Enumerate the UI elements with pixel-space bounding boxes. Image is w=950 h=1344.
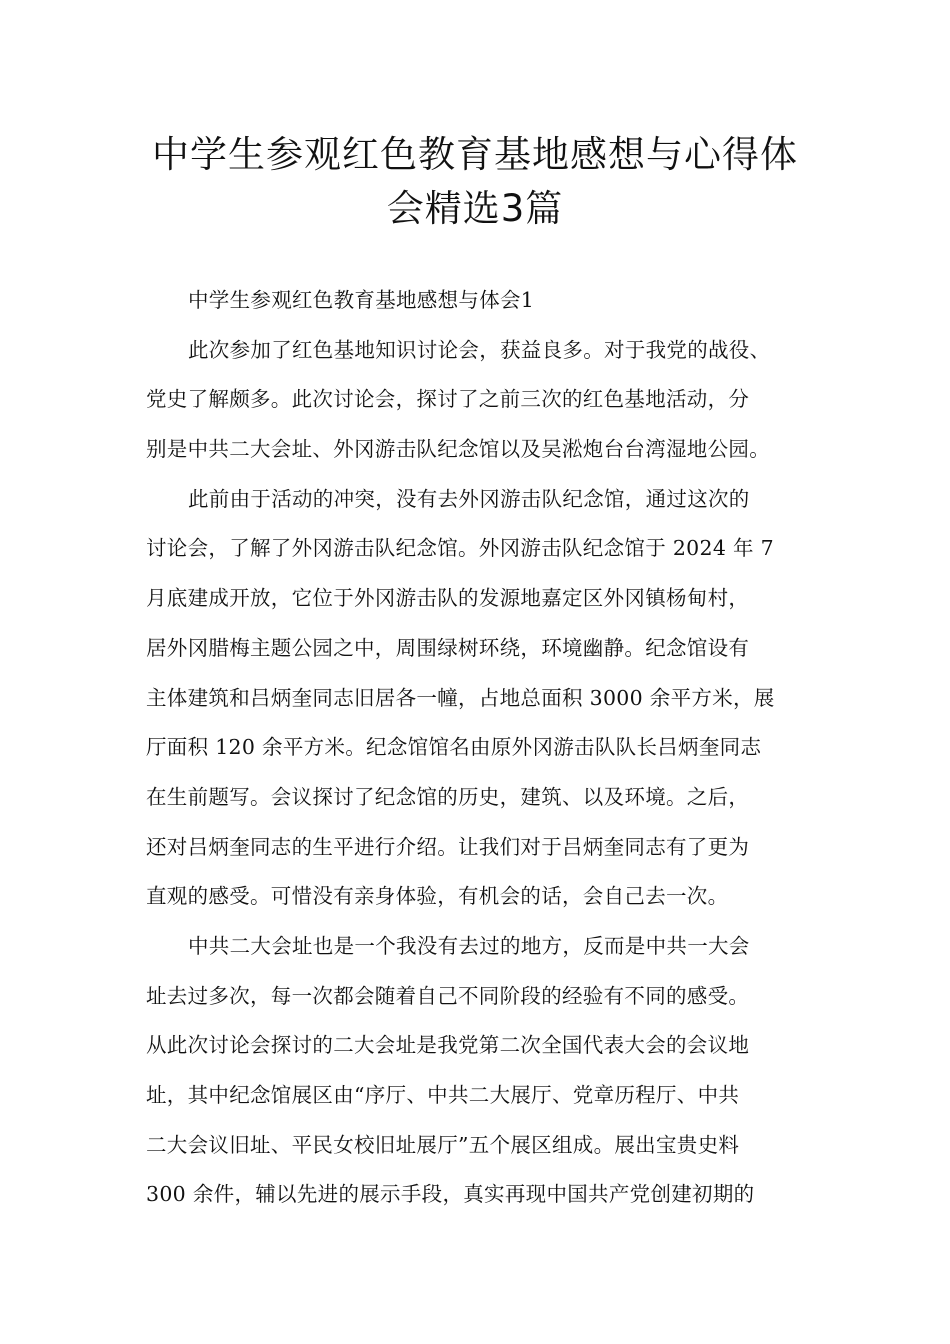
paragraph-line: 二大会议旧址、平民女校旧址展厅”五个展区组成。展出宝贵史料 [146, 1132, 740, 1157]
paragraph-line: 主体建筑和吕炳奎同志旧居各一幢，占地总面积 3000 余平方米，展 [146, 685, 775, 710]
paragraph-line: 讨论会，了解了外冈游击队纪念馆。外冈游击队纪念馆于 2024 年 7 [146, 536, 774, 561]
document-body [146, 282, 806, 1226]
paragraph-line: 居外冈腊梅主题公园之中，周围绿树环绕，环境幽静。纪念馆设有 [146, 635, 750, 660]
paragraph-line: 党史了解颇多。此次讨论会，探讨了之前三次的红色基地活动，分 [146, 387, 750, 412]
paragraph-line: 厅面积 120 余平方米。纪念馆馆名由原外冈游击队队长吕炳奎同志 [146, 735, 762, 760]
paragraph-line: 还对吕炳奎同志的生平进行介绍。让我们对于吕炳奎同志有了更为 [146, 834, 750, 859]
paragraph-line: 此前由于活动的冲突，没有去外冈游击队纪念馆，通过这次的 [188, 486, 750, 511]
paragraph-line: 300 余件，辅以先进的展示手段，真实再现中国共产党创建初期的 [146, 1182, 755, 1207]
paragraph-line: 址，其中纪念馆展区由“序厅、中共二大展厅、党章历程厅、中共 [146, 1083, 740, 1107]
title-line-2: 会精选3篇 [386, 187, 564, 230]
title-line-1: 中学生参观红色教育基地感想与心得体 [152, 133, 798, 176]
paragraph-2 [146, 481, 806, 928]
paragraph-line: 别是中共二大会址、外冈游击队纪念馆以及吴淞炮台台湾湿地公园。 [146, 437, 770, 462]
paragraph-line: 址去过多次，每一次都会随着自己不同阶段的经验有不同的感受。 [146, 983, 750, 1008]
section-heading: 中学生参观红色教育基地感想与体会1 [188, 288, 535, 312]
paragraph-line: 从此次讨论会探讨的二大会址是我党第二次全国代表大会的会议地 [146, 1033, 750, 1058]
paragraph-1 [146, 332, 806, 481]
paragraph-line: 月底建成开放，它位于外冈游击队的发源地嘉定区外冈镇杨甸村， [146, 586, 750, 611]
paragraph-line: 在生前题写。会议探讨了纪念馆的历史，建筑、以及环境。之后， [146, 784, 750, 809]
paragraph-3 [146, 928, 806, 1226]
paragraph-line: 中共二大会址也是一个我没有去过的地方，反而是中共一大会 [188, 933, 750, 958]
page-title [120, 128, 830, 236]
paragraph-line: 直观的感受。可惜没有亲身体验，有机会的话，会自己去一次。 [146, 884, 729, 909]
paragraph-line: 此次参加了红色基地知识讨论会，获益良多。对于我党的战役、 [188, 337, 771, 362]
